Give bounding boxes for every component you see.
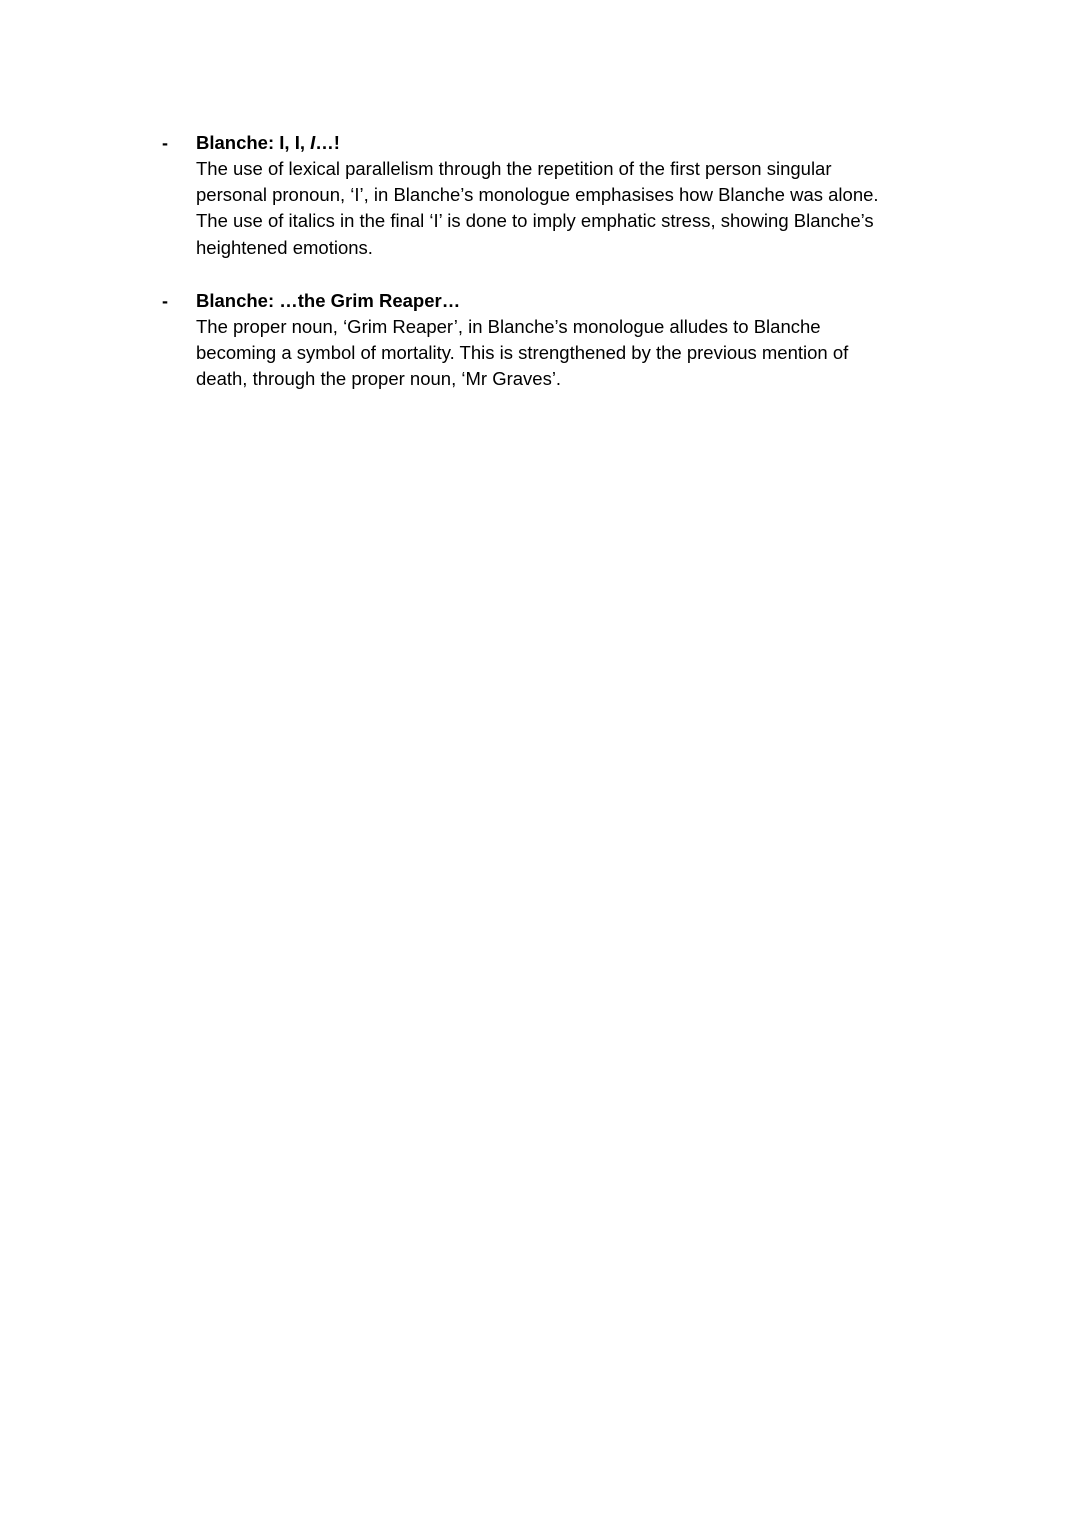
- paragraph-line: personal pronoun, ‘I’, in Blanche’s monologue emphasises how Blanche was alone.: [196, 184, 879, 206]
- paragraph-line: The proper noun, ‘Grim Reaper’, in Blanche’s monologue alludes to Blanche: [196, 315, 821, 337]
- paragraph-line: The use of lexical parallelism through the repetition of the first person singular: [196, 158, 832, 179]
- list-item: [0, 130, 1080, 261]
- paragraph-line: heightened emotions.: [196, 236, 373, 258]
- bullet-dash: -: [162, 290, 168, 311]
- paragraph-line: becoming a symbol of mortality. This is strengthened by the previous mention of: [196, 342, 849, 364]
- analysis-list: [0, 130, 1080, 419]
- quote-heading-text: Blanche: …the Grim Reaper…: [196, 289, 461, 311]
- paragraph-line: death, through the proper noun, ‘Mr Graves’.: [196, 368, 562, 390]
- quote-heading: [196, 130, 956, 156]
- analysis-paragraph: [196, 314, 956, 393]
- list-item-content: [196, 130, 956, 261]
- quote-heading-text: Blanche: I, I,: [196, 132, 311, 153]
- bullet-dash: -: [162, 133, 168, 153]
- paragraph-line: The use of italics in the final ‘I’ is done to imply emphatic stress, showing Blanche’s: [196, 210, 874, 232]
- quote-heading-end: …!: [315, 132, 340, 153]
- list-item-content: [196, 288, 956, 393]
- quote-heading: [196, 288, 956, 314]
- analysis-paragraph: [196, 156, 956, 261]
- quote-heading-italic: I: [310, 132, 316, 153]
- list-item: [0, 288, 1080, 393]
